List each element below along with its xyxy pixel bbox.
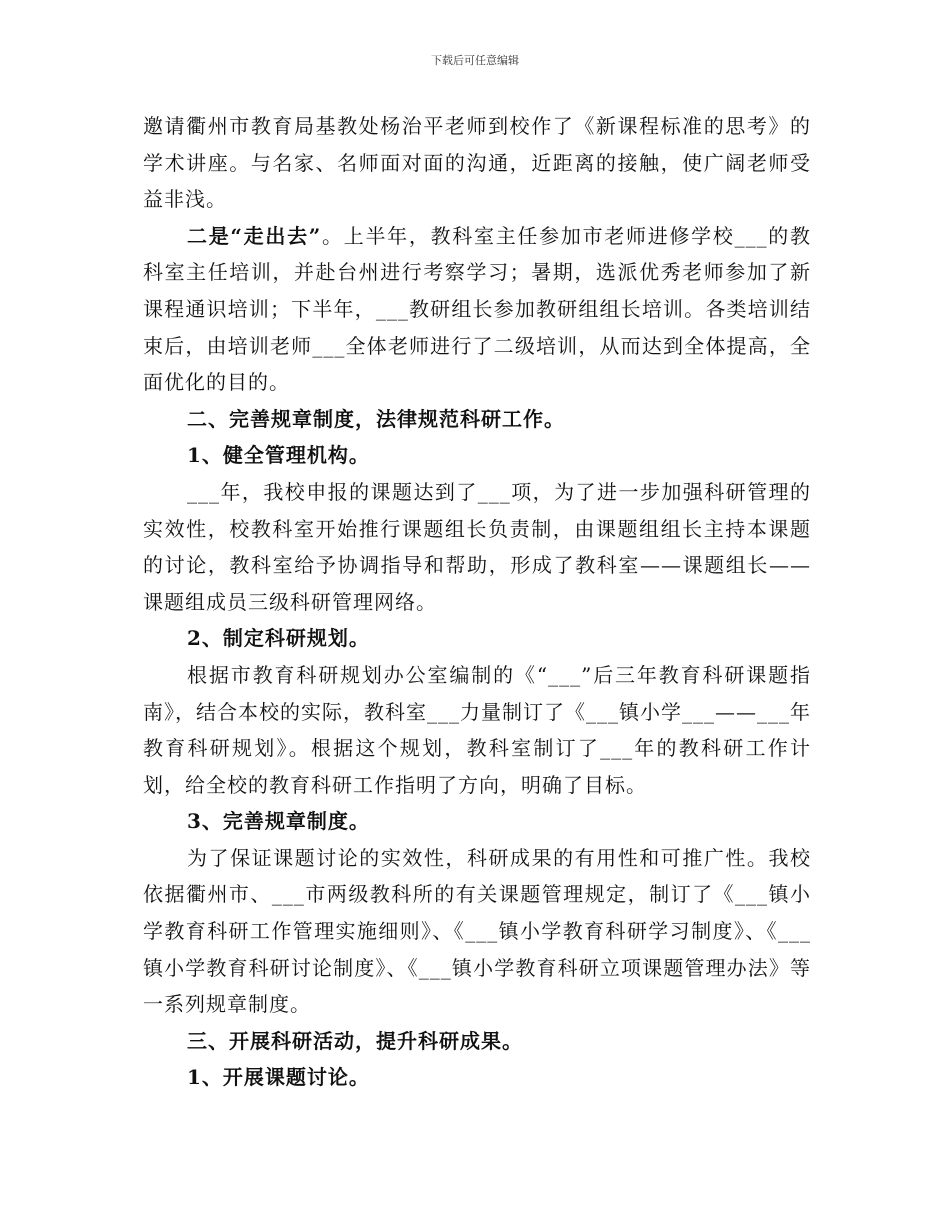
paragraph-lecture: 邀请衢州市教育局基教处杨治平老师到校作了《新课程标准的思考》的学术讲座。与名家、名师面对面的沟通，近距离的接触，使广阔老师受益非浅。 — [143, 114, 811, 212]
page-header: 下载后可任意编辑 — [431, 54, 519, 67]
paragraph-go-out-text: 。上半年，教科室主任参加市老师进修学校___的教科室主任培训，并赴台州进行考察学习；暑期，选派优秀老师参加了新课程通识培训；下半年，___教研组长参加教研组组长培训。各类培训结束后，由培训老师___全体老师进行了二级培训，从而达到全体提高，全面优化的目的。 — [143, 223, 811, 395]
section-heading-3: 三、开展科研活动，提升科研成果。 — [187, 1028, 523, 1053]
paragraph-management: ___年，我校申报的课题达到了___项，为了进一步加强科研管理的实效性，校教科室开始推行课题组长负责制，由课题组组长主持本课题的讨论，教科室给予协调指导和帮助，形成了教科室——课题组长——课题组成员三级科研管理网络。 — [143, 479, 811, 614]
paragraph-go-out — [143, 218, 811, 401]
document-body — [143, 108, 811, 1096]
subheading-2-2: 2、制定科研规划。 — [187, 626, 370, 651]
subheading-3-1: 1、开展课题讨论。 — [187, 1065, 370, 1090]
subheading-2-3: 3、完善规章制度。 — [187, 809, 370, 834]
paragraph-lead-bold: 二是“走出去” — [187, 223, 322, 248]
paragraph-planning: 根据市教育科研规划办公室编制的《“___”后三年教育科研课题指南》，结合本校的实际，教科室___力量制订了《___镇小学___——___年教育科研规划》。根据这个规划，教科室制订了___年的教科研工作计划，给全校的教育科研工作指明了方向，明确了目标。 — [143, 662, 811, 797]
section-heading-2: 二、完善规章制度，法律规范科研工作。 — [187, 406, 565, 431]
subheading-2-1: 1、健全管理机构。 — [187, 443, 370, 468]
paragraph-regulations: 为了保证课题讨论的实效性，科研成果的有用性和可推广性。我校依据衢州市、___市两级教科所的有关课题管理规定，制订了《___镇小学教育科研工作管理实施细则》、《___镇小学教育科研学习制度》、《___镇小学教育科研讨论制度》、《___镇小学教育科研立项课题管理办法》等一系列规章制度。 — [143, 845, 811, 1017]
